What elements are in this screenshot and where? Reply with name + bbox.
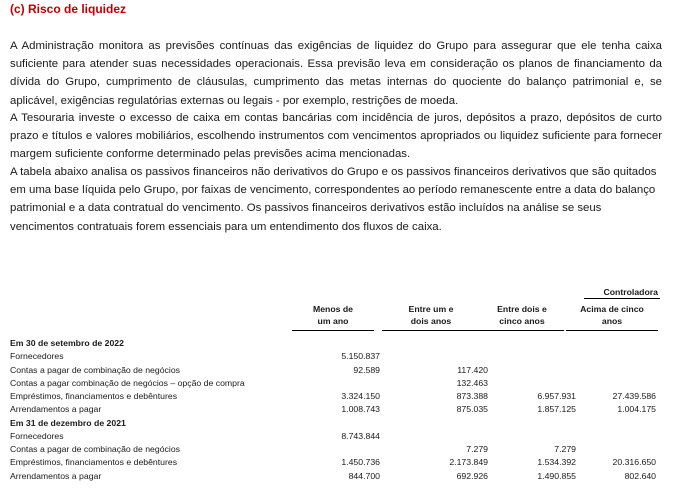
table-cell: 1.534.392 — [537, 457, 576, 468]
row-label: Arrendamentos a pagar — [10, 404, 102, 415]
row-label: Empréstimos, financiamentos e debêntures — [10, 391, 178, 401]
column-header-less-than-one-year: Menos de um ano — [312, 304, 354, 326]
table-row — [10, 350, 660, 362]
row-label: Contas a pagar combinação de negócios – opção de compra — [10, 377, 245, 388]
table-row — [10, 390, 660, 402]
row-label: Contas a pagar de combinação de negócios — [10, 444, 181, 454]
table-cell: 7.279 — [466, 444, 488, 454]
table-cell: 1.490.855 — [537, 470, 576, 481]
row-label: Contas a pagar de combinação de negócios — [10, 364, 181, 375]
table-row — [10, 430, 660, 442]
entity-label: Controladora — [603, 287, 658, 297]
table-cell: 20.316.650 — [612, 457, 656, 468]
paragraph-liquidity-monitoring: A Administração monitora as previsões contínuas das exigências de liquidez do Grupo para assegurar que ele tenha caixa suficiente para atender suas necessidades operacionais. Essa previsão leva em consideração os planos de financiamento da dívida do Grupo, cumprimento de cláusulas, cumprimento das metas internas do quociente do balanço patrimonial e, se aplicável, exigências regulatórias externas ou legais - por exemplo, restrições de moeda. — [10, 40, 662, 107]
row-label: Arrendamentos a pagar — [10, 470, 102, 481]
table-row — [10, 403, 660, 415]
column-underline — [480, 330, 564, 331]
paragraph-treasury-investments: A Tesouraria investe o excesso de caixa em contas bancárias com incidência de juros, depósitos a prazo, depósitos de curto prazo e títulos e valores mobiliários, escolhendo instrumentos com vencimentos apropriados ou liquidez suficiente para fornecer margem suficiente conforme determinado pelas previsões acima mencionadas. — [10, 112, 662, 161]
column-underline — [566, 330, 658, 331]
table-row — [10, 377, 660, 389]
column-underline — [382, 330, 480, 331]
table-cell: 1.857.125 — [537, 404, 576, 415]
table-cell: 2.173.849 — [449, 457, 488, 468]
table-cell: 6.957.931 — [537, 391, 576, 401]
table-cell: 7.279 — [554, 444, 576, 454]
table-cell: 844.700 — [348, 470, 380, 481]
row-label: Fornecedores — [10, 430, 64, 441]
column-header-one-to-two-years: Entre um e dois anos — [408, 304, 454, 326]
table-row — [10, 364, 660, 376]
table-cell: 117.420 — [457, 364, 488, 375]
table-cell: 692.926 — [456, 470, 488, 481]
table-cell: 1.004.175 — [617, 404, 656, 415]
column-header-over-five-years: Acima de cinco anos — [580, 304, 644, 326]
table-section-header — [10, 417, 660, 429]
table-row — [10, 443, 660, 455]
table-section-header — [10, 337, 660, 349]
section-heading: (c) Risco de liquidez — [10, 2, 127, 16]
row-label: Fornecedores — [10, 351, 64, 362]
table-row — [10, 470, 660, 482]
section-label: Em 30 de setembro de 2022 — [10, 338, 124, 348]
table-row — [10, 456, 660, 468]
column-underline — [292, 330, 374, 331]
table-cell: 873.388 — [456, 391, 488, 401]
entity-underline — [584, 298, 660, 299]
column-header-two-to-five-years: Entre dois e cinco anos — [497, 304, 547, 326]
table-cell: 1.450.736 — [341, 457, 380, 468]
paragraph-table-description: A tabela abaixo analisa os passivos financeiros não derivativos do Grupo e os passivos financeiros derivativos que são quitados em uma base líquida pelo Grupo, por faixas de vencimento, correspondentes ao período remanescente entre a data do balanço patrimonial e a data contratual do vencimento. Os passivos financeiros derivativos estão incluídos na análise se seus vencimentos contratuais forem essenciais para um entendimento dos fluxos de caixa. — [10, 166, 657, 233]
table-cell: 5.150.837 — [341, 351, 380, 362]
table-cell: 92.589 — [353, 364, 380, 375]
table-cell: 875.035 — [456, 404, 488, 415]
table-cell: 8.743.844 — [341, 430, 380, 441]
table-cell: 802.640 — [624, 470, 656, 481]
section-label: Em 31 de dezembro de 2021 — [10, 417, 126, 428]
table-cell: 1.008.743 — [341, 404, 380, 415]
row-label: Empréstimos, financiamentos e debêntures — [10, 457, 178, 468]
table-cell: 27.439.586 — [612, 391, 656, 401]
table-cell: 3.324.150 — [341, 391, 380, 401]
table-cell: 132.463 — [456, 377, 488, 388]
